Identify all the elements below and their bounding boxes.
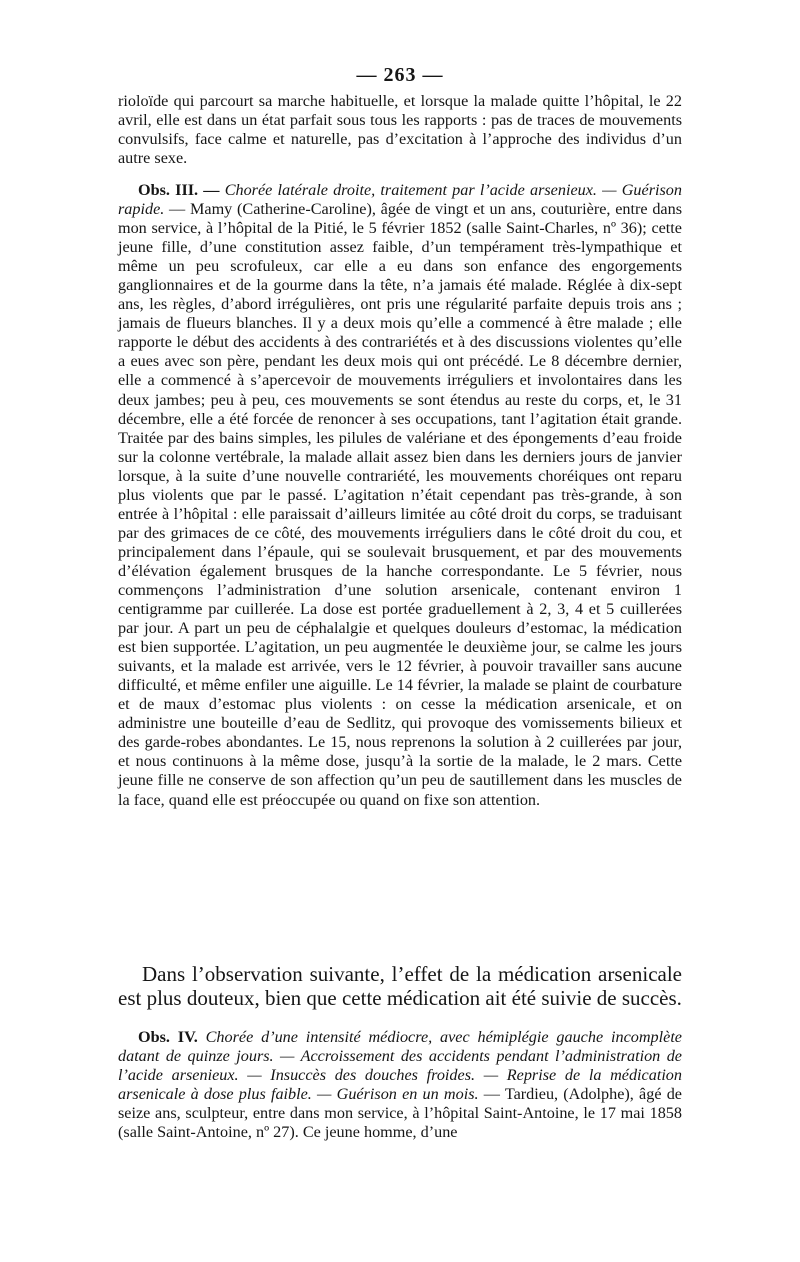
observation-4-body: — Tardieu, (Adolphe), âgé de seize ans, sculpteur, entre dans mon service, à l’hôpital Saint-Antoine, le 17 mai 1858 (salle Saint-Antoine, nº 27). Ce jeune homme, d’une [118, 1085, 682, 1142]
observation-4-paragraph [118, 1028, 682, 1142]
observation-3-title: Chorée latérale droite, traitement par l’acide arsenieux. — Guérison rapide. [118, 181, 682, 219]
observation-4-label: Obs. IV. [138, 1028, 206, 1046]
paragraph-text: rioloïde qui parcourt sa marche habituelle, et lorsque la malade quitte l’hôpital, le 22 avril, elle est dans un état parfait sous tous les rapports : pas de traces de mouvements convulsifs, face calme et naturelle, pas d’excitation à l’approche des individus d’un autre sexe. [118, 92, 682, 168]
transition-paragraph [118, 962, 682, 1010]
observation-3-paragraph [118, 181, 682, 810]
paragraph-continuation [118, 92, 682, 168]
observation-3-label: Obs. III. — [138, 181, 225, 199]
observation-3-body: — Mamy (Catherine-Caroline), âgée de vingt et un ans, couturière, entre dans mon service, à l’hôpital de la Pitié, le 5 février 1852 (salle Saint-Charles, nº 36); cette jeune fille, d’une constitution assez faible, d’un tempérament très-lympathique et même un peu scrofuleux, car elle a eu dans son enfance des engorgements ganglionnaires et de la gourme dans la tête, n’a jamais été malade. Réglée à dix-sept ans, les règles, d’abord irrégulières, ont pris une régularité parfaite depuis trois ans ; jamais de flueurs blanches. Il y a deux mois qu’elle a commencé à être malade ; elle rapporte le début des accidents à des contrariétés et à des discussions violentes qu’elle a eues avec son père, pendant les deux mois qui ont précédé. Le 8 décembre dernier, elle a commencé à s’apercevoir de mouvements irréguliers et involontaires dans les deux jambes; peu à peu, ces mouvements se sont étendus au reste du corps, et, le 31 décembre, elle a été forcée de renoncer à ses occupations, tant l’agitation était grande. Traitée par des bains simples, les pilules de valériane et des épongements d’eau froide sur la colonne vertébrale, la malade allait assez bien dans les derniers jours de janvier lorsque, à la suite d’une nouvelle contrariété, les mouvements choréiques ont reparu plus violents que par le passé. L’agitation n’était cependant pas très-grande, à son entrée à l’hôpital : elle paraissait d’ailleurs limitée au côté droit du corps, se traduisant par des grimaces de ce côté, des mouvements irréguliers dans le côté droit du cou, et principalement dans l’épaule, qui se soulevait brusquement, et par des mouvements d’élévation également brusques de la hanche correspondante. Le 5 février, nous commençons l’administration d’une solution arsenicale, contenant environ 1 centigramme par cuillerée. La dose est portée graduellement à 2, 3, 4 et 5 cuillerées par jour. A part un peu de céphalalgie et quelques douleurs d’estomac, la médication est bien supportée. L’agitation, un peu augmentée le deuxième jour, se calme les jours suivants, et la malade est arrivée, vers le 12 février, à pouvoir travailler sans aucune difficulté, et même enfiler une aiguille. Le 14 février, la malade se plaint de courbature et de maux d’estomac plus violents : on cesse la médication arsenicale, et on administre une bouteille d’eau de Sedlitz, qui provoque des vomissements bilieux et des garde-robes abondantes. Le 15, nous reprenons la solution à 2 cuillerées par jour, et nous continuons à la même dose, jusqu’à la sortie de la malade, le 2 mars. Cette jeune fille ne conserve de son affection qu’un peu de sautillement dans les muscles de la face, quand elle est préoccupée ou quand on fixe son attention. [118, 200, 682, 809]
observation-3 [118, 181, 682, 810]
transition-text: Dans l’observation suivante, l’effet de la médication arsenicale est plus douteux, bien que cette médication ait été suivie de succès. [118, 962, 682, 1010]
page-number: — 263 — [356, 64, 444, 86]
observation-4 [118, 1028, 682, 1142]
observation-4-title: Chorée d’une intensité médiocre, avec hémiplégie gauche incomplète datant de quinze jours. — Accroissement des accidents pendant l’administration de l’acide arsenieux. — Insuccès des douches froides. — Reprise de la médication arsenicale à dose plus faible. — Guérison en un mois. [118, 1028, 682, 1104]
